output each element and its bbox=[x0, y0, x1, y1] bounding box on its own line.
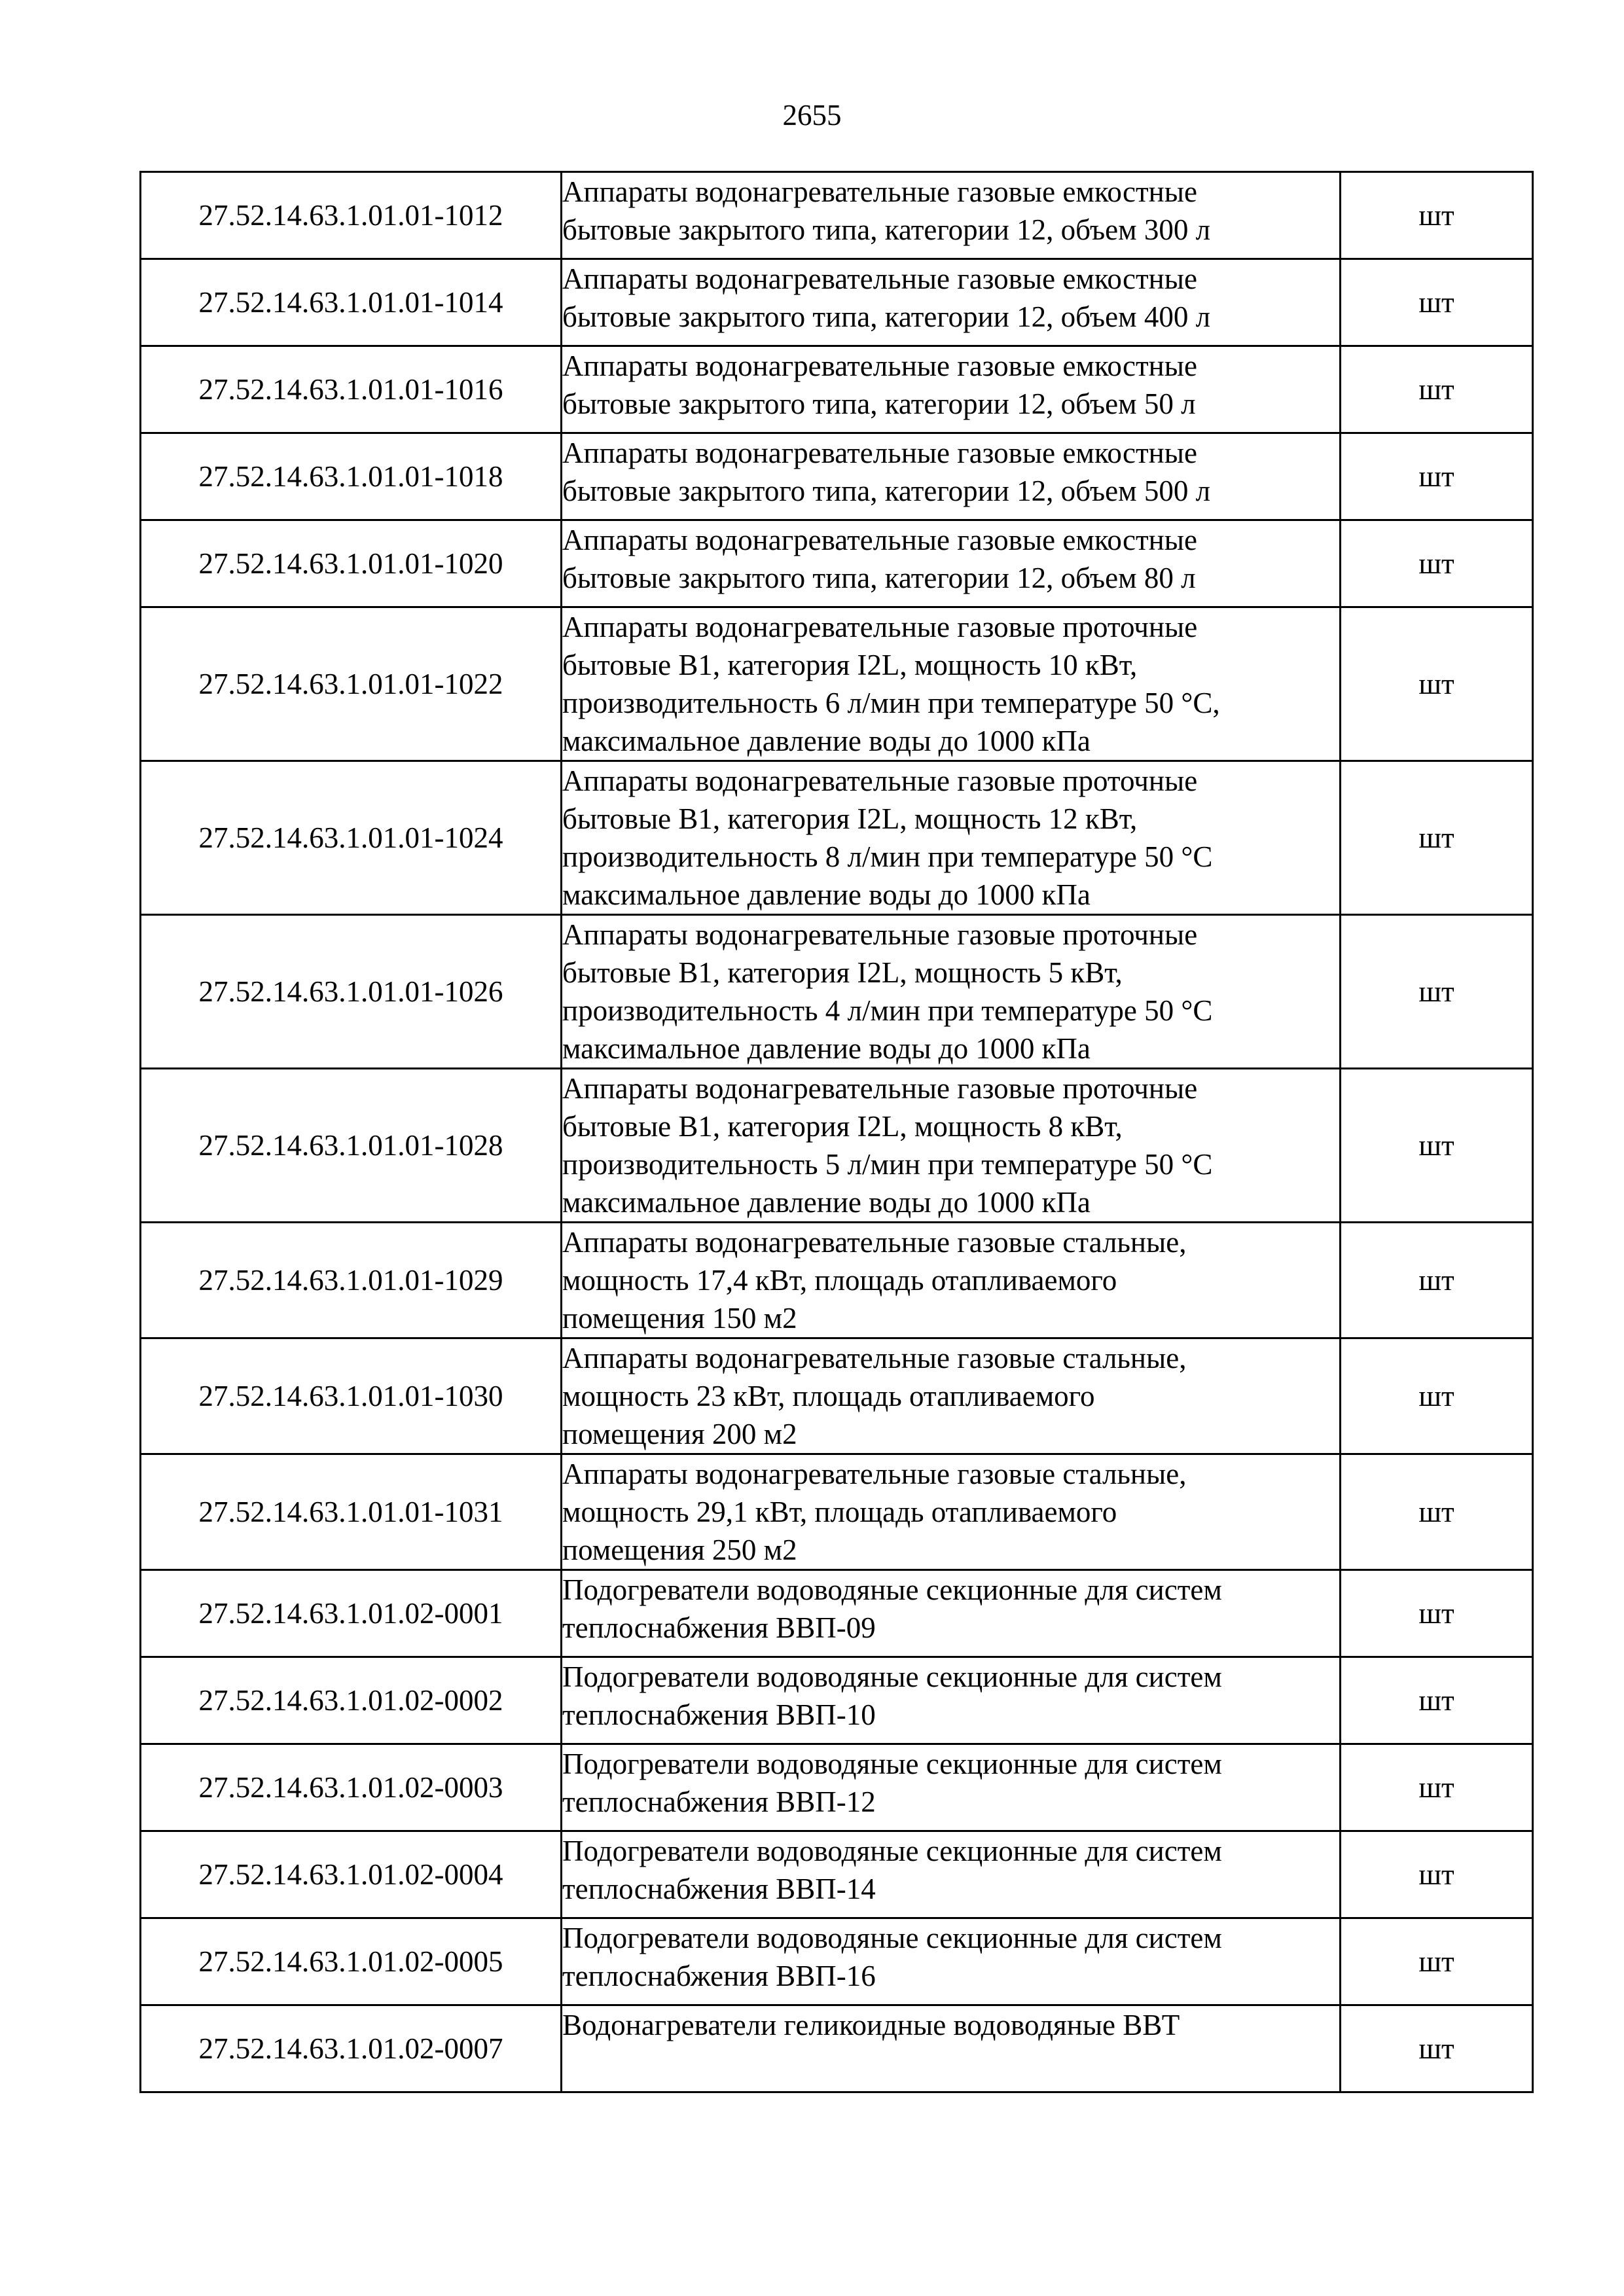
item-code: 27.52.14.63.1.01.01-1029 bbox=[141, 1223, 562, 1338]
table-row bbox=[141, 1069, 1533, 1223]
table-row bbox=[141, 259, 1533, 346]
catalog-table-body bbox=[141, 172, 1533, 2092]
item-description: Водонагреватели геликоидные водоводяные ВВТ bbox=[562, 2005, 1341, 2092]
item-unit: шт bbox=[1341, 761, 1533, 915]
item-description: Аппараты водонагревательные газовые стальные, мощность 29,1 кВт, площадь отапливаемого помещения 250 м2 bbox=[562, 1454, 1341, 1570]
item-code: 27.52.14.63.1.01.01-1018 bbox=[141, 433, 562, 520]
table-row bbox=[141, 607, 1533, 761]
item-unit: шт bbox=[1341, 1831, 1533, 1918]
item-unit: шт bbox=[1341, 259, 1533, 346]
catalog-table bbox=[139, 171, 1534, 2093]
item-description: Аппараты водонагревательные газовые емкостные бытовые закрытого типа, категории 12, объем 500 л bbox=[562, 433, 1341, 520]
item-description: Аппараты водонагревательные газовые проточные бытовые В1, категория I2L, мощность 8 кВт, производительность 5 л/мин при температуре 50 °С максимальное давление воды до 1000 кПа bbox=[562, 1069, 1341, 1223]
item-code: 27.52.14.63.1.01.01-1020 bbox=[141, 520, 562, 607]
item-description: Подогреватели водоводяные секционные для систем теплоснабжения ВВП-10 bbox=[562, 1657, 1341, 1744]
item-code: 27.52.14.63.1.01.01-1024 bbox=[141, 761, 562, 915]
item-unit: шт bbox=[1341, 172, 1533, 259]
item-description: Аппараты водонагревательные газовые проточные бытовые В1, категория I2L, мощность 5 кВт, производительность 4 л/мин при температуре 50 °С максимальное давление воды до 1000 кПа bbox=[562, 915, 1341, 1069]
item-description: Аппараты водонагревательные газовые стальные, мощность 23 кВт, площадь отапливаемого помещения 200 м2 bbox=[562, 1338, 1341, 1454]
table-row bbox=[141, 1918, 1533, 2005]
item-description: Аппараты водонагревательные газовые емкостные бытовые закрытого типа, категории 12, объем 50 л bbox=[562, 346, 1341, 433]
item-description: Подогреватели водоводяные секционные для систем теплоснабжения ВВП-12 bbox=[562, 1744, 1341, 1831]
item-unit: шт bbox=[1341, 1338, 1533, 1454]
item-unit: шт bbox=[1341, 915, 1533, 1069]
item-description: Аппараты водонагревательные газовые проточные бытовые В1, категория I2L, мощность 10 кВт, производительность 6 л/мин при температуре 50 °С, максимальное давление воды до 1000 кПа bbox=[562, 607, 1341, 761]
item-unit: шт bbox=[1341, 1657, 1533, 1744]
item-unit: шт bbox=[1341, 1069, 1533, 1223]
table-row bbox=[141, 1223, 1533, 1338]
item-unit: шт bbox=[1341, 1744, 1533, 1831]
item-code: 27.52.14.63.1.01.02-0003 bbox=[141, 1744, 562, 1831]
item-unit: шт bbox=[1341, 520, 1533, 607]
item-code: 27.52.14.63.1.01.01-1030 bbox=[141, 1338, 562, 1454]
item-description: Подогреватели водоводяные секционные для систем теплоснабжения ВВП-09 bbox=[562, 1570, 1341, 1657]
item-unit: шт bbox=[1341, 1454, 1533, 1570]
item-code: 27.52.14.63.1.01.01-1014 bbox=[141, 259, 562, 346]
item-description: Подогреватели водоводяные секционные для систем теплоснабжения ВВП-16 bbox=[562, 1918, 1341, 2005]
item-code: 27.52.14.63.1.01.02-0001 bbox=[141, 1570, 562, 1657]
table-row bbox=[141, 761, 1533, 915]
item-description: Аппараты водонагревательные газовые проточные бытовые В1, категория I2L, мощность 12 кВт, производительность 8 л/мин при температуре 50 °С максимальное давление воды до 1000 кПа bbox=[562, 761, 1341, 915]
table-row bbox=[141, 1338, 1533, 1454]
item-unit: шт bbox=[1341, 607, 1533, 761]
item-code: 27.52.14.63.1.01.01-1016 bbox=[141, 346, 562, 433]
item-description: Аппараты водонагревательные газовые емкостные бытовые закрытого типа, категории 12, объем 400 л bbox=[562, 259, 1341, 346]
item-code: 27.52.14.63.1.01.01-1031 bbox=[141, 1454, 562, 1570]
item-description: Аппараты водонагревательные газовые емкостные бытовые закрытого типа, категории 12, объем 300 л bbox=[562, 172, 1341, 259]
item-unit: шт bbox=[1341, 1223, 1533, 1338]
table-row bbox=[141, 433, 1533, 520]
table-row bbox=[141, 1744, 1533, 1831]
item-code: 27.52.14.63.1.01.01-1026 bbox=[141, 915, 562, 1069]
item-code: 27.52.14.63.1.01.01-1022 bbox=[141, 607, 562, 761]
item-unit: шт bbox=[1341, 346, 1533, 433]
item-code: 27.52.14.63.1.01.01-1028 bbox=[141, 1069, 562, 1223]
item-unit: шт bbox=[1341, 1918, 1533, 2005]
item-unit: шт bbox=[1341, 1570, 1533, 1657]
item-code: 27.52.14.63.1.01.02-0005 bbox=[141, 1918, 562, 2005]
item-code: 27.52.14.63.1.01.01-1012 bbox=[141, 172, 562, 259]
table-row bbox=[141, 520, 1533, 607]
table-row bbox=[141, 1570, 1533, 1657]
item-code: 27.52.14.63.1.01.02-0007 bbox=[141, 2005, 562, 2092]
table-row bbox=[141, 915, 1533, 1069]
page-number: 2655 bbox=[782, 99, 842, 132]
table-row bbox=[141, 1831, 1533, 1918]
item-code: 27.52.14.63.1.01.02-0004 bbox=[141, 1831, 562, 1918]
table-row bbox=[141, 172, 1533, 259]
item-unit: шт bbox=[1341, 433, 1533, 520]
table-row bbox=[141, 346, 1533, 433]
table-row bbox=[141, 2005, 1533, 2092]
table-row bbox=[141, 1454, 1533, 1570]
item-description: Аппараты водонагревательные газовые емкостные бытовые закрытого типа, категории 12, объем 80 л bbox=[562, 520, 1341, 607]
item-unit: шт bbox=[1341, 2005, 1533, 2092]
table-row bbox=[141, 1657, 1533, 1744]
item-code: 27.52.14.63.1.01.02-0002 bbox=[141, 1657, 562, 1744]
item-description: Аппараты водонагревательные газовые стальные, мощность 17,4 кВт, площадь отапливаемого помещения 150 м2 bbox=[562, 1223, 1341, 1338]
item-description: Подогреватели водоводяные секционные для систем теплоснабжения ВВП-14 bbox=[562, 1831, 1341, 1918]
